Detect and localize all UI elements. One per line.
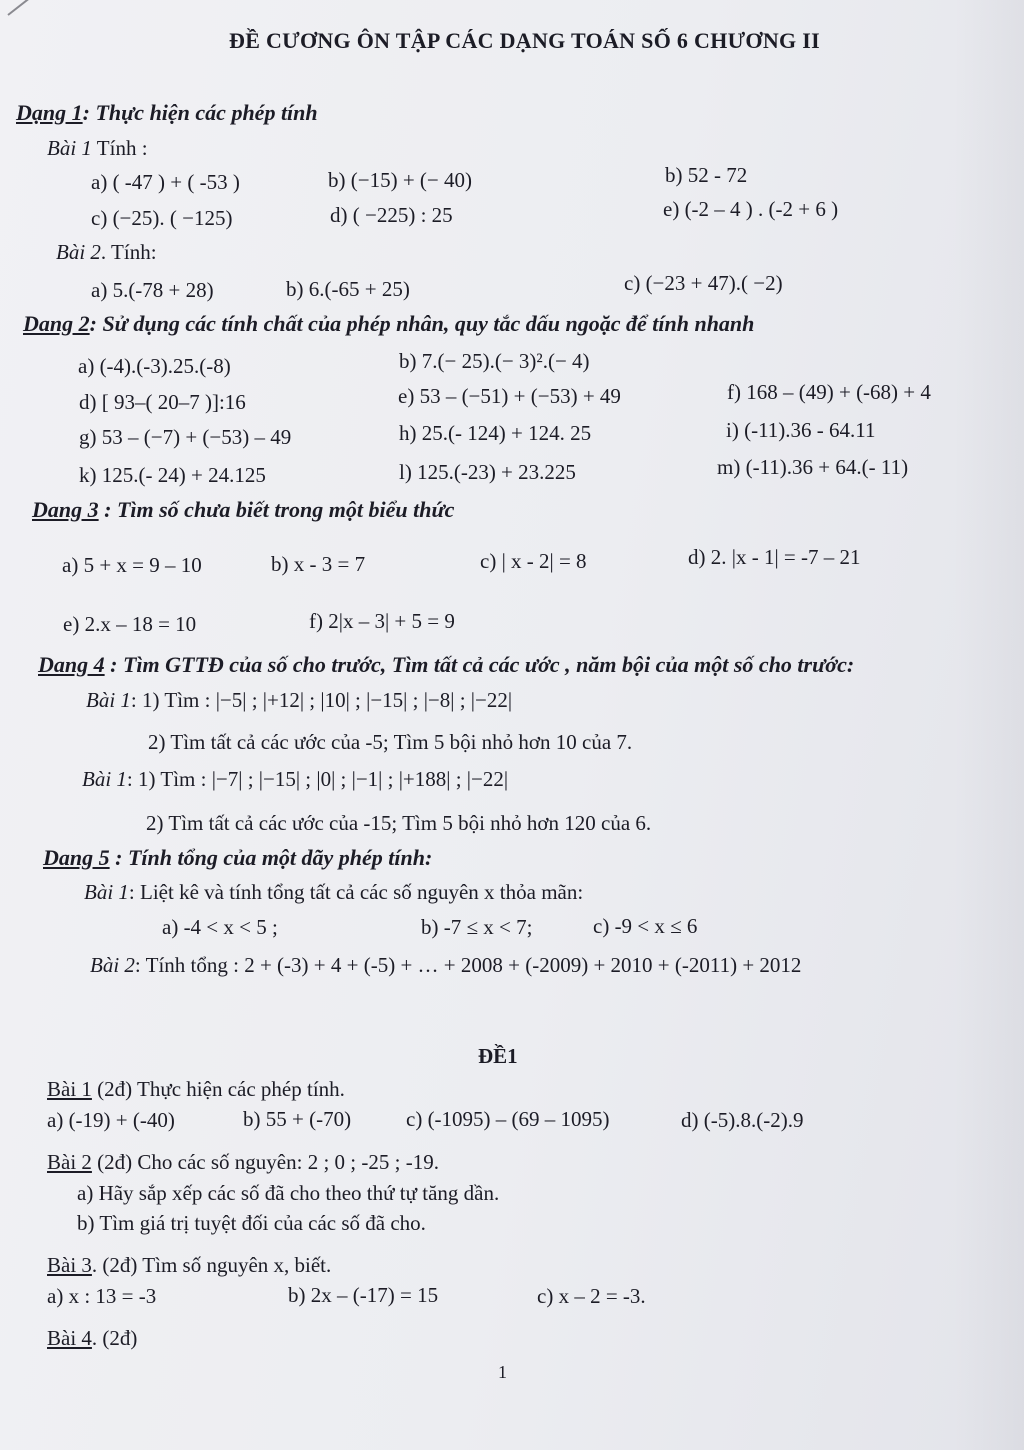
dang5-label: Dang 5 xyxy=(43,845,110,870)
dang5-b: b) -7 ≤ x < 7; xyxy=(421,915,533,939)
dang3-f: f) 2|x – 3| + 5 = 9 xyxy=(309,609,455,633)
dang2-h: h) 25.(- 124) + 124. 25 xyxy=(399,421,592,445)
dang2-b: b) 7.(− 25).(− 3)².(− 4) xyxy=(399,349,590,373)
dang5-bai1 xyxy=(84,880,583,905)
dang4-bai1b-text: : 1) Tìm : |−7| ; |−15| ; |0| ; |−1| ; |+188| ; |−22| xyxy=(126,767,509,791)
dang1-bai1-label: Bài 1 xyxy=(47,136,92,160)
pen-mark xyxy=(7,0,44,16)
de1-bai4-text: . (2đ) xyxy=(91,1326,138,1350)
dang4-bai1b xyxy=(82,767,508,792)
de1-b2-a: a) Hãy sắp xếp các số đã cho theo thứ tự tăng dần. xyxy=(77,1181,500,1205)
dang3-heading xyxy=(32,497,454,523)
dang4-label: Dang 4 xyxy=(38,652,105,677)
de1-b3-a: a) x : 13 = -3 xyxy=(47,1284,157,1308)
page-number: 1 xyxy=(498,1362,507,1382)
page-title: ĐỀ CƯƠNG ÔN TẬP CÁC DẠNG TOÁN SỐ 6 CHƯƠNG II xyxy=(229,28,820,53)
dang2-text: : Sử dụng các tính chất của phép nhân, quy tắc dấu ngoặc để tính nhanh xyxy=(89,311,755,336)
de1-bai2-label: Bài 2 xyxy=(47,1150,92,1174)
dang1-bai2-label: Bài 2 xyxy=(56,240,101,264)
dang2-k: k) 125.(- 24) + 24.125 xyxy=(79,463,266,487)
dang2-d: d) [ 93–( 20–7 )]:16 xyxy=(79,390,246,414)
dang3-d: d) 2. |x - 1| = -7 – 21 xyxy=(688,545,861,569)
dang1-b1-b2: b) 52 - 72 xyxy=(665,163,748,187)
dang4-bai1b-2: 2) Tìm tất cả các ước của -15; Tìm 5 bội nhỏ hơn 120 của 6. xyxy=(146,811,652,835)
dang3-text: : Tìm số chưa biết trong một biểu thức xyxy=(98,497,455,522)
dang1-bai2 xyxy=(56,240,157,265)
dang4-bai1a-2: 2) Tìm tất cả các ước của -5; Tìm 5 bội nhỏ hơn 10 của 7. xyxy=(148,730,633,754)
dang5-heading xyxy=(43,845,432,871)
dang1-bai1-text: Tính : xyxy=(91,136,148,160)
de1-bai2-text: (2đ) Cho các số nguyên: 2 ; 0 ; -25 ; -19. xyxy=(91,1150,439,1174)
dang1-bai1 xyxy=(47,136,148,161)
dang5-bai1-text: : Liệt kê và tính tổng tất cả các số nguyên x thỏa mãn: xyxy=(128,880,584,904)
dang1-heading xyxy=(16,100,318,126)
de1-bai3-label: Bài 3 xyxy=(47,1253,92,1277)
dang1-b2-c: c) (−23 + 47).( −2) xyxy=(624,271,783,295)
dang5-text: : Tính tổng của một dãy phép tính: xyxy=(109,845,433,870)
dang1-b1-a: a) ( -47 ) + ( -53 ) xyxy=(91,170,240,194)
dang1-text: : Thực hiện các phép tính xyxy=(82,100,318,125)
de1-b3-c: c) x – 2 = -3. xyxy=(537,1284,646,1308)
dang4-bai1b-label: Bài 1 xyxy=(82,767,127,791)
dang1-bai2-text: . Tính: xyxy=(100,240,157,264)
page-edge-shadow xyxy=(954,0,1024,1450)
dang5-bai2-text: : Tính tổng : 2 + (-3) + 4 + (-5) + … + 2008 + (-2009) + 2010 + (-2011) + 2012 xyxy=(134,953,802,977)
de1-b2-b: b) Tìm giá trị tuyệt đối của các số đã cho. xyxy=(77,1211,426,1235)
de1-b1-b: b) 55 + (-70) xyxy=(243,1107,352,1131)
dang4-bai1a xyxy=(86,688,512,713)
dang2-i: i) (-11).36 - 64.11 xyxy=(726,418,876,442)
de1-bai2 xyxy=(47,1150,439,1175)
dang5-bai2 xyxy=(90,953,801,978)
dang2-e: e) 53 – (−51) + (−53) + 49 xyxy=(398,384,621,408)
dang2-heading xyxy=(23,311,754,337)
dang2-f: f) 168 – (49) + (-68) + 4 xyxy=(727,380,931,404)
dang1-b1-e: e) (-2 – 4 ) . (-2 + 6 ) xyxy=(663,197,839,221)
dang1-b2-b: b) 6.(-65 + 25) xyxy=(286,277,410,301)
de1-bai3-text: . (2đ) Tìm số nguyên x, biết. xyxy=(91,1253,332,1277)
de1-bai1-text: (2đ) Thực hiện các phép tính. xyxy=(91,1077,345,1101)
dang5-bai1-label: Bài 1 xyxy=(84,880,129,904)
dang1-b1-c: c) (−25). ( −125) xyxy=(91,206,233,230)
dang2-a: a) (-4).(-3).25.(-8) xyxy=(78,354,231,378)
de1-title: ĐỀ1 xyxy=(478,1044,518,1068)
dang5-a: a) -4 < x < 5 ; xyxy=(162,915,278,939)
dang4-bai1a-text: : 1) Tìm : |−5| ; |+12| ; |10| ; |−15| ; |−8| ; |−22| xyxy=(130,688,513,712)
dang3-b: b) x - 3 = 7 xyxy=(271,552,366,576)
dang1-b1-b: b) (−15) + (− 40) xyxy=(328,168,472,192)
dang4-text: : Tìm GTTĐ của số cho trước, Tìm tất cả các ước , năm bội của một số cho trước: xyxy=(104,652,855,677)
de1-bai1-label: Bài 1 xyxy=(47,1077,92,1101)
dang3-a: a) 5 + x = 9 – 10 xyxy=(62,553,202,577)
de1-b1-d: d) (-5).8.(-2).9 xyxy=(681,1108,804,1132)
de1-b1-c: c) (-1095) – (69 – 1095) xyxy=(406,1107,610,1131)
dang4-bai1a-label: Bài 1 xyxy=(86,688,131,712)
dang2-g: g) 53 – (−7) + (−53) – 49 xyxy=(79,425,292,449)
dang3-label: Dang 3 xyxy=(32,497,99,522)
dang5-bai2-label: Bài 2 xyxy=(90,953,135,977)
dang4-heading xyxy=(38,652,854,678)
dang2-m: m) (-11).36 + 64.(- 11) xyxy=(717,455,909,479)
de1-b1-a: a) (-19) + (-40) xyxy=(47,1108,175,1132)
dang3-c: c) | x - 2| = 8 xyxy=(480,549,587,573)
de1-bai4 xyxy=(47,1326,137,1351)
dang2-l: l) 125.(-23) + 23.225 xyxy=(399,460,576,484)
dang2-label: Dang 2 xyxy=(23,311,90,336)
de1-bai3 xyxy=(47,1253,331,1278)
de1-b3-b: b) 2x – (-17) = 15 xyxy=(288,1283,439,1307)
dang3-e: e) 2.x – 18 = 10 xyxy=(63,612,197,636)
de1-bai1 xyxy=(47,1077,345,1102)
de1-bai4-label: Bài 4 xyxy=(47,1326,92,1350)
dang1-b1-d: d) ( −225) : 25 xyxy=(330,203,453,227)
dang1-b2-a: a) 5.(-78 + 28) xyxy=(91,278,214,302)
dang5-c: c) -9 < x ≤ 6 xyxy=(593,914,698,938)
dang1-label: Dạng 1 xyxy=(16,100,83,125)
